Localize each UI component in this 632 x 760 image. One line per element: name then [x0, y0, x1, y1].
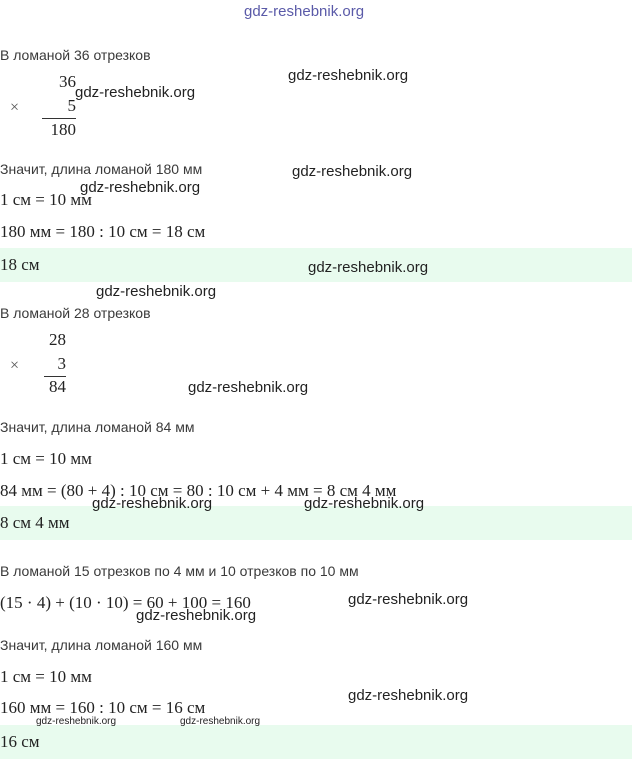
s2-means: Значит, длина ломаной 84 мм [0, 419, 195, 435]
s2-multiplication [32, 330, 66, 400]
watermark: gdz-reshebnik.org [36, 716, 117, 727]
s2-mul-result: 84 [49, 377, 66, 396]
s3-expression: (15 · 4) + (10 · 10) = 60 + 100 = 160 [0, 593, 251, 612]
s1-multiplication [42, 72, 76, 142]
watermark: gdz-reshebnik.org [180, 716, 261, 727]
s1-calculation: 180 мм = 180 : 10 см = 18 см [0, 222, 206, 241]
s1-mul-b: 5 [67, 96, 76, 115]
watermark: gdz-reshebnik.org [308, 259, 429, 276]
watermark: gdz-reshebnik.org [188, 379, 309, 396]
watermark: gdz-reshebnik.org [75, 84, 196, 101]
s1-mul-line [42, 118, 76, 119]
s1-intro: В ломаной 36 отрезков [0, 47, 151, 63]
s2-mul-a: 28 [49, 330, 66, 349]
watermark: gdz-reshebnik.org [80, 179, 201, 196]
s2-mul-b: 3 [57, 354, 66, 373]
s1-mul-result: 180 [50, 120, 76, 139]
s3-means: Значит, длина ломаной 160 мм [0, 637, 203, 653]
s2-times-sign: × [10, 357, 20, 374]
s2-answer: 8 см 4 мм [0, 513, 70, 532]
s1-answer: 18 см [0, 255, 40, 274]
s2-intro: В ломаной 28 отрезков [0, 305, 151, 321]
watermark: gdz-reshebnik.org [348, 687, 469, 704]
s2-calculation: 84 мм = (80 + 4) : 10 см = 80 : 10 см + 4 мм = 8 см 4 мм [0, 481, 397, 500]
s1-mul-a: 36 [59, 72, 76, 91]
s3-answer: 16 см [0, 732, 40, 751]
s1-conversion: 1 см = 10 мм [0, 190, 92, 209]
s1-means: Значит, длина ломаной 180 мм [0, 161, 203, 177]
watermark: gdz-reshebnik.org [96, 283, 217, 300]
watermark: gdz-reshebnik.org [304, 495, 425, 512]
s3-calculation: 160 мм = 160 : 10 см = 16 см [0, 698, 206, 717]
watermark: gdz-reshebnik.org [288, 67, 409, 84]
s3-conversion: 1 см = 10 мм [0, 667, 92, 686]
watermark: gdz-reshebnik.org [292, 163, 413, 180]
s2-conversion: 1 см = 10 мм [0, 449, 92, 468]
watermark: gdz-reshebnik.org [348, 591, 469, 608]
s3-intro: В ломаной 15 отрезков по 4 мм и 10 отрезков по 10 мм [0, 563, 359, 579]
watermark: gdz-reshebnik.org [92, 495, 213, 512]
s1-times-sign: × [10, 99, 20, 116]
s3-answer-box [0, 725, 632, 759]
watermark-top: gdz-reshebnik.org [244, 3, 365, 20]
watermark: gdz-reshebnik.org [136, 607, 257, 624]
